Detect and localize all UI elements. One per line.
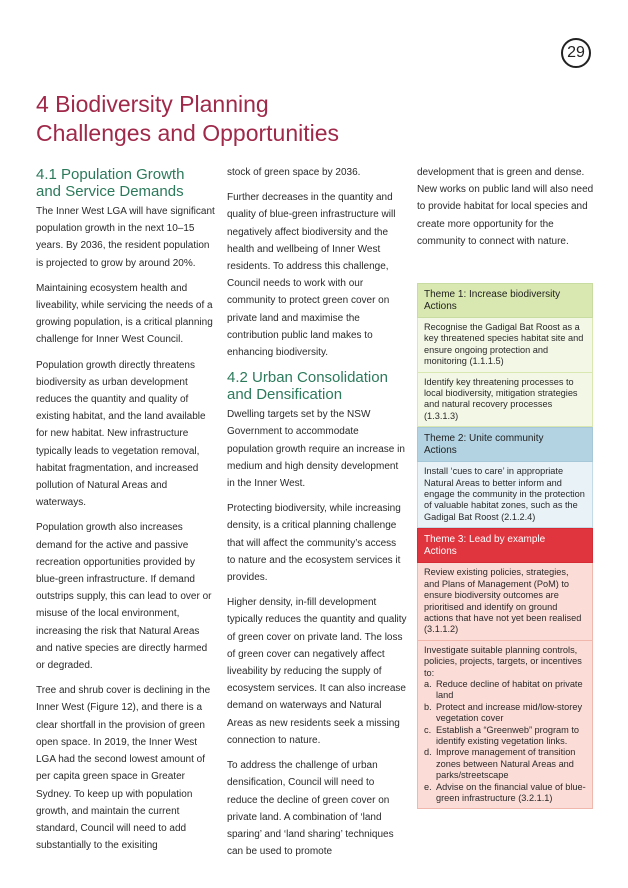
paragraph: Maintaining ecosystem health and liveability, while servicing the needs of a growing population, is a critical planning challenge for Inner West Council. [36,282,213,346]
list-marker: c. [424,724,432,735]
list-marker: b. [424,701,432,712]
paragraph: development that is green and dense. New works on public land will also need to provide habitat for local species and create more opportunity for the community to connect with nature. [417,167,594,247]
list-item [424,747,586,781]
paragraph: Population growth directly threatens biodiversity as urban development reduces the quantity and quality of existing habitat, and the land available for new habitat. New infrastructure typically leads to vegetation removal, habitat fragmentation, and increased pollution of Natural Areas and waterways. [36,359,206,509]
sub-action-list [424,679,586,804]
paragraph: Population growth also increases demand for the active and passive recreation opportunities provided by blue-green infrastructure. If demand outstrips supply, this can lead to over or misuse of the local environment, increasing the risk that Natural Areas and native species are directly harmed or degraded. [36,522,212,672]
section-heading-line-1: 4.2 Urban Consolidation [227,369,388,387]
list-item-text: Advise on the financial value of blue-green infrastructure (3.2.1.1) [436,781,586,803]
theme-action: Recognise the Gadigal Bat Roost as a key threatened species habitat site and ensure ongoing protection and monitoring (1.1.1.5) [417,318,593,373]
page-title [36,90,456,148]
theme-2-box [417,427,593,528]
theme-1-box [417,283,593,427]
page-title-line-1: 4 Biodiversity Planning [36,91,269,117]
theme-3-heading [417,528,593,563]
list-item-text: Protect and increase mid/low-storey vegetation cover [436,701,583,724]
section-heading-line-2: and Densification [227,386,343,404]
theme-actions-label: Actions [424,301,457,312]
theme-actions-panel [417,283,593,809]
list-item [424,782,586,805]
theme-action: Identify key threatening processes to local biodiversity, mitigation strategies and natural recovery processes (1.3.1.3) [417,373,593,428]
theme-action-list [417,641,593,810]
theme-title: Theme 3: Lead by example [424,534,546,546]
column-1 [36,166,216,862]
page-number: 29 [561,38,591,68]
paragraph: Tree and shrub cover is declining in the Inner West (Figure 12), and there is a clear shortfall in the provision of green open space. In 2019, the Inner West LGA had the second lowest amount of per capita green space in Greater Sydney. To keep up with population growth, and maintain the current standard, Council will need to add substantially to the exisiting [36,685,211,852]
column-2 [227,164,407,868]
column-3 [417,164,597,258]
theme-3-box [417,528,593,809]
theme-title: Theme 1: Increase biodiversity [424,289,561,300]
list-marker: d. [424,747,432,758]
theme-2-heading [417,427,593,462]
paragraph: stock of green space by 2036. [227,167,361,178]
list-item-text: Reduce decline of habitat on private land [436,678,583,701]
list-marker: e. [424,781,432,792]
theme-actions-label: Actions [424,445,457,457]
theme-1-heading [417,283,593,318]
list-item-text: Establish a “Greenweb” program to identify existing vegetation links. [436,724,579,746]
paragraph: The Inner West LGA will have significant population growth in the next 10–15 years. By 2036, the resident population is projected to grow by around 20%. [36,206,215,269]
list-marker: a. [424,678,432,689]
paragraph: Dwelling targets set by the NSW Government to accommodate population growth require an increase in medium and high density development in the Inner West. [227,409,405,490]
theme-title: Theme 2: Unite community [424,433,544,445]
theme-action: Install ‘cues to care’ in appropriate Natural Areas to better inform and engage the community in the protection of valuable habitat zones, such as the Gadigal Bat Roost (2.1.2.4) [417,462,593,528]
list-item [424,725,586,748]
paragraph: Higher density, in-fill development typically reduces the quantity and quality of green cover on private land. The loss of green cover can negatively affect liveability by reducing the supply of ecosystem services. It can also increase demand on waterways and Natural Areas as new residents seek a missing connection to nature. [227,597,407,746]
list-item [424,702,586,725]
section-heading-line-1: 4.1 Population Growth [36,166,185,183]
page-title-line-2: Challenges and Opportunities [36,120,340,146]
list-item-text: Improve management of transition zones between Natural Areas and parks/streetscape [436,747,576,781]
theme-action-list-intro: Investigate suitable planning controls, policies, projects, targets, or incentives to: [424,644,582,678]
section-heading-population-growth [36,166,216,200]
theme-action: Review existing policies, strategies, and Plans of Management (PoM) to ensure biodiversity outcomes are prioritised and identify on ground actions that have not yet been realised (3.1.1.2) [417,563,593,640]
paragraph: Protecting biodiversity, while increasing density, is a critical planning challenge that will affect the community’s access to nature and the ecosystem services it provides. [227,503,401,584]
paragraph: Further decreases in the quantity and quality of blue-green infrastructure will negatively affect biodiversity and the health and wellbeing of Inner West residents. To address this challenge, Council needs to work with our community to protect green cover on private land and maximise the contribution public land makes to enhancing biodiversity. [227,192,396,359]
theme-actions-label: Actions [424,546,457,558]
section-heading-line-2: and Service Demands [36,183,184,200]
paragraph: To address the challenge of urban densification, Council will need to reduce the decline of green cover on private land. A combination of ‘land sparing’ and ‘land sharing’ techniques can be used to promote [227,760,394,858]
list-item [424,679,586,702]
section-heading-urban-consolidation [227,369,407,403]
